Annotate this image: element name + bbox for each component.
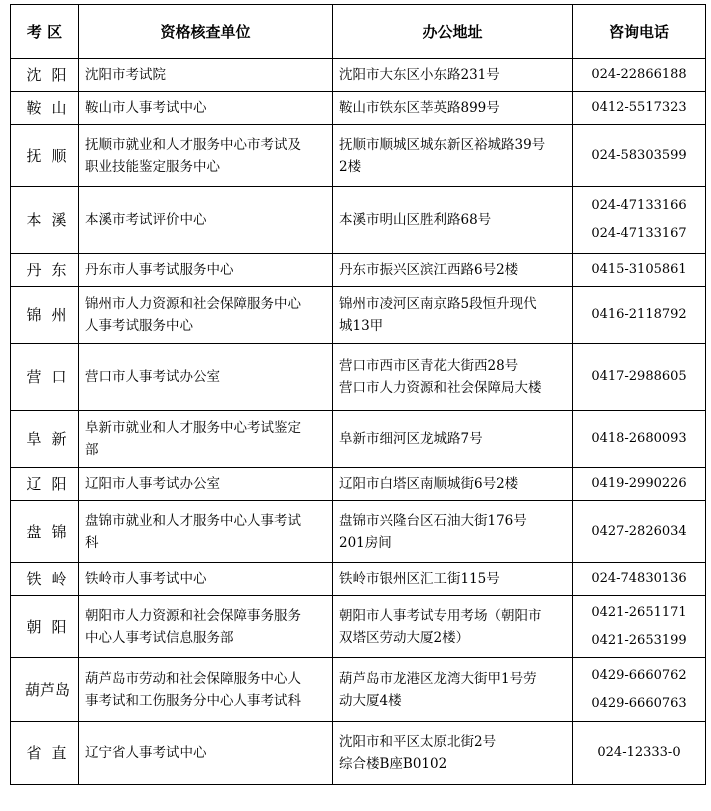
cell-unit-line: 锦州市人力资源和社会保障服务中心 [85,296,301,312]
cell-area: 锦州 [11,287,79,344]
cell-address [333,411,573,468]
cell-area: 营口 [11,344,79,411]
cell-phone-line: 024-12333-0 [597,745,681,760]
cell-unit-line: 丹东市人事考试服务中心 [85,262,234,278]
cell-unit [79,125,333,187]
cell-phone [573,125,706,187]
header-unit: 资格核查单位 [79,5,333,59]
cell-unit-line: 中心人事考试信息服务部 [85,629,234,646]
cell-address-line: 葫芦岛市龙港区龙湾大街甲1号劳 [339,670,537,687]
header-phone: 咨询电话 [573,5,706,59]
cell-phone-line: 0415-3105861 [591,262,687,277]
cell-area: 盘锦 [11,501,79,563]
cell-unit [79,501,333,563]
table-row [11,468,706,501]
cell-unit-line: 沈阳市考试院 [85,67,166,83]
cell-unit-line: 本溪市考试评价中心 [85,212,207,228]
cell-unit-line: 抚顺市就业和人才服务中心市考试及 [85,136,301,153]
cell-address-line: 锦州市凌河区南京路5段恒升现代 [339,296,537,312]
cell-address-line: 本溪市明山区胜利路68号 [339,212,492,228]
cell-unit-line: 盘锦市就业和人才服务中心人事考试 [85,512,301,529]
cell-phone [573,658,706,722]
cell-phone [573,344,706,411]
cell-phone [573,501,706,563]
cell-phone [573,563,706,596]
cell-phone [573,411,706,468]
header-row [11,5,706,59]
cell-address [333,658,573,722]
header-area: 考 区 [11,5,79,59]
cell-unit-line: 辽阳市人事考试办公室 [85,476,220,492]
cell-address [333,722,573,785]
cell-area: 阜新 [11,411,79,468]
cell-phone-line: 0421-2653199 [591,632,687,648]
cell-phone [573,596,706,658]
cell-unit-line: 部 [85,442,99,458]
cell-unit-line: 人事考试服务中心 [85,318,193,334]
table-body [11,59,706,785]
cell-unit [79,658,333,722]
cell-unit [79,411,333,468]
cell-address [333,287,573,344]
cell-area: 铁岭 [11,563,79,596]
cell-address [333,125,573,187]
cell-phone [573,254,706,287]
cell-phone [573,187,706,254]
cell-address-line: 铁岭市银州区汇工街115号 [339,571,500,587]
cell-address-line: 综合楼B座B0102 [339,756,448,772]
table-row [11,254,706,287]
cell-area: 丹东 [11,254,79,287]
table-row [11,344,706,411]
cell-address [333,92,573,125]
cell-area: 辽阳 [11,468,79,501]
cell-phone [573,59,706,92]
cell-unit [79,254,333,287]
cell-address [333,468,573,501]
table-row [11,92,706,125]
cell-address [333,187,573,254]
cell-unit-line: 阜新市就业和人才服务中心考试鉴定 [85,420,301,436]
cell-phone-line: 024-58303599 [591,147,687,163]
cell-phone [573,722,706,785]
table-row [11,287,706,344]
cell-area: 省直 [11,722,79,785]
cell-address-line: 双塔区劳动大厦2楼） [339,629,470,646]
table-row [11,411,706,468]
cell-phone-line: 0416-2118792 [591,307,687,322]
cell-phone-line: 0429-6660763 [591,695,687,711]
cell-unit [79,287,333,344]
table-row [11,501,706,563]
cell-phone-line: 024-47133167 [591,226,687,241]
cell-address-line: 盘锦市兴隆台区石油大街176号 [339,512,527,529]
cell-address-line: 动大厦4楼 [339,692,402,709]
cell-address-line: 城13甲 [339,318,384,334]
table-row [11,187,706,254]
table-row [11,125,706,187]
cell-unit-line: 营口市人事考试办公室 [85,369,220,385]
cell-area: 沈阳 [11,59,79,92]
cell-phone-line: 0412-5517323 [591,100,687,115]
cell-unit [79,344,333,411]
cell-address-line: 丹东市振兴区滨江西路6号2楼 [339,262,519,278]
cell-phone-line: 0421-2651171 [591,604,687,620]
cell-address [333,563,573,596]
cell-phone-line: 0419-2990226 [591,476,687,491]
cell-unit [79,596,333,658]
cell-phone-line: 0427-2826034 [591,523,687,539]
table-row [11,563,706,596]
cell-address-line: 沈阳市和平区太原北街2号 [339,734,497,750]
cell-address [333,59,573,92]
table-row [11,658,706,722]
cell-unit [79,59,333,92]
cell-unit [79,187,333,254]
cell-phone [573,468,706,501]
cell-area: 朝阳 [11,596,79,658]
cell-unit-line: 铁岭市人事考试中心 [85,571,207,587]
table-row [11,596,706,658]
cell-phone-line: 024-47133166 [591,198,687,213]
table-row [11,722,706,785]
cell-address [333,501,573,563]
cell-phone [573,92,706,125]
cell-phone-line: 024-74830136 [591,571,687,586]
cell-unit-line: 科 [85,534,99,551]
cell-unit-line: 辽宁省人事考试中心 [85,745,207,761]
cell-unit-line: 事考试和工伤服务分中心人事考试科 [85,692,301,709]
cell-phone-line: 0418-2680093 [591,431,687,446]
cell-area: 鞍山 [11,92,79,125]
cell-unit-line: 朝阳市人力资源和社会保障事务服务 [85,607,301,624]
header-address: 办公地址 [333,5,573,59]
cell-address-line: 营口市人力资源和社会保障局大楼 [339,380,542,396]
cell-address-line: 阜新市细河区龙城路7号 [339,431,483,447]
cell-unit-line: 葫芦岛市劳动和社会保障服务中心人 [85,670,301,687]
cell-address-line: 2楼 [339,158,362,175]
cell-address [333,254,573,287]
cell-unit [79,468,333,501]
cell-unit-line: 职业技能鉴定服务中心 [85,158,220,175]
cell-area: 葫芦岛 [11,658,79,722]
exam-contact-table [10,4,706,785]
cell-address-line: 营口市西市区青花大街西28号 [339,358,519,374]
cell-phone-line: 0417-2988605 [591,369,687,384]
cell-phone-line: 024-22866188 [591,67,687,82]
cell-area: 本溪 [11,187,79,254]
cell-address [333,344,573,411]
cell-unit-line: 鞍山市人事考试中心 [85,100,207,116]
cell-address [333,596,573,658]
cell-unit [79,563,333,596]
cell-address-line: 朝阳市人事考试专用考场（朝阳市 [339,607,542,624]
cell-unit [79,92,333,125]
cell-address-line: 辽阳市白塔区南顺城街6号2楼 [339,476,519,492]
cell-phone [573,287,706,344]
cell-address-line: 抚顺市顺城区城东新区裕城路39号 [339,136,546,153]
cell-area: 抚顺 [11,125,79,187]
cell-address-line: 201房间 [339,534,392,551]
cell-address-line: 沈阳市大东区小东路231号 [339,67,500,83]
cell-unit [79,722,333,785]
cell-phone-line: 0429-6660762 [591,667,687,683]
table-row [11,59,706,92]
cell-address-line: 鞍山市铁东区莘英路899号 [339,100,500,116]
